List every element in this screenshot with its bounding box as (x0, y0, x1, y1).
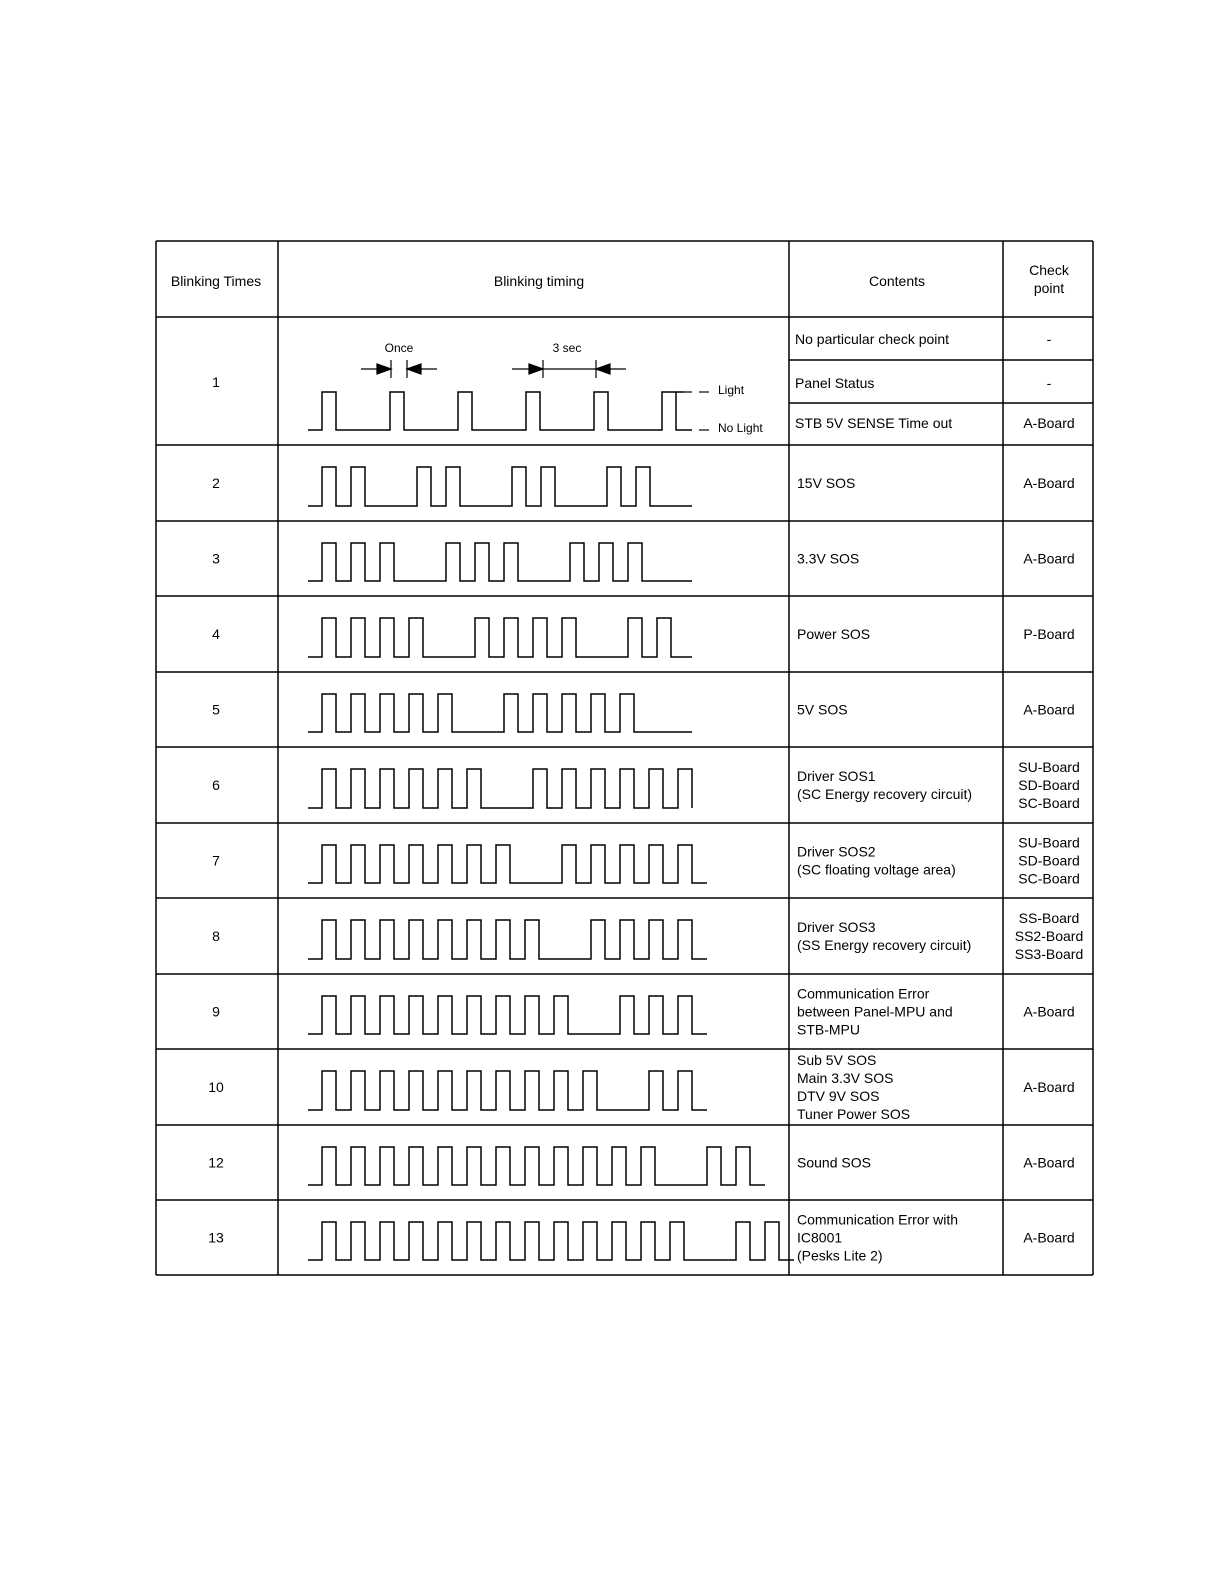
row-3-blink-count: 3 (212, 550, 220, 567)
row-13-content-line: IC8001 (797, 1229, 843, 1246)
legend-level-dashes (684, 392, 709, 430)
row-9-content-line: Communication Error (797, 985, 930, 1002)
row-13-content-line: Communication Error with (797, 1211, 959, 1228)
row-8-waveform (308, 920, 707, 959)
row-12-content-line: Sound SOS (797, 1154, 871, 1171)
row-7-content-line: Driver SOS2 (797, 843, 876, 860)
row-3-content-line: 3.3V SOS (797, 550, 860, 567)
row-3-waveform (308, 543, 692, 581)
row-1-check-1: - (1046, 331, 1052, 347)
row-8-content-line: Driver SOS3 (797, 919, 876, 935)
legend-3sec-arrow (512, 360, 626, 378)
legend-light-label: Light (718, 383, 745, 397)
row-1-check-3: A-Board (1023, 415, 1075, 431)
row-5-blink-count: 5 (212, 701, 220, 718)
row-8-check-point: SS3-Board (1014, 946, 1084, 962)
row-6-content-line: Driver SOS1 (797, 768, 876, 784)
row-13-content-line: (Pesks Lite 2) (797, 1247, 883, 1264)
row-10-blink-count: 10 (208, 1079, 224, 1095)
row-10-waveform (308, 1071, 707, 1110)
row-10-content-line: Main 3.3V SOS (797, 1070, 894, 1086)
row-8-content-line: (SS Energy recovery circuit) (797, 937, 972, 953)
header-check-point-line1: Check (1029, 262, 1069, 278)
row-9-blink-count: 9 (212, 1003, 220, 1020)
table-grid (156, 241, 1093, 1275)
row-13-waveform (308, 1222, 794, 1260)
row-1-blink-count: 1 (212, 374, 220, 390)
row-7-waveform (308, 845, 707, 883)
blink-waveforms (308, 392, 794, 1260)
row-5-waveform (308, 694, 692, 732)
row-6-check-point: SD-Board (1018, 777, 1080, 793)
row-5-content-line: 5V SOS (797, 701, 848, 718)
row-13-check-point: A-Board (1023, 1229, 1075, 1246)
legend-once-label: Once (384, 341, 414, 355)
row-13-blink-count: 13 (208, 1229, 224, 1246)
row-12-waveform (308, 1147, 765, 1185)
row-7-check-point: SD-Board (1018, 852, 1080, 869)
row-2-blink-count: 2 (212, 475, 220, 491)
row-6-blink-count: 6 (212, 777, 220, 793)
row-6-check-point: SC-Board (1018, 795, 1080, 811)
row-7-blink-count: 7 (212, 852, 220, 869)
header-blinking-times: Blinking Times (170, 273, 262, 289)
row-9-check-point: A-Board (1023, 1003, 1075, 1020)
row-8-check-point: SS-Board (1018, 910, 1080, 926)
row-7-check-point: SC-Board (1018, 870, 1080, 887)
row-10-check-point: A-Board (1023, 1079, 1075, 1095)
row-3-check-point: A-Board (1023, 550, 1075, 567)
row-7-content-line: (SC floating voltage area) (797, 861, 956, 878)
header-check-point-line2: point (1033, 280, 1065, 296)
legend-once-arrow (361, 360, 437, 378)
row-2-content-line: 15V SOS (797, 475, 856, 491)
row-7-check-point: SU-Board (1018, 834, 1080, 851)
row-1-content-2: Panel Status (795, 375, 875, 391)
header-blinking-timing: Blinking timing (493, 273, 585, 289)
legend-3sec-label: 3 sec (552, 341, 582, 355)
row-10-content-line: Tuner Power SOS (797, 1106, 911, 1122)
row-10-content-line: Sub 5V SOS (797, 1052, 877, 1068)
row-12-check-point: A-Board (1023, 1154, 1075, 1171)
row-9-waveform (308, 996, 707, 1034)
row-4-blink-count: 4 (212, 626, 220, 642)
header-contents: Contents (868, 273, 926, 289)
row-6-check-point: SU-Board (1018, 759, 1080, 775)
row-12-blink-count: 12 (208, 1154, 224, 1171)
row-2-waveform (308, 467, 692, 506)
row-8-blink-count: 8 (212, 928, 220, 944)
row-9-content-line: between Panel-MPU and (797, 1003, 953, 1020)
row-10-content-line: DTV 9V SOS (797, 1088, 880, 1104)
row-9-content-line: STB-MPU (797, 1021, 860, 1038)
row-6-waveform (308, 769, 692, 808)
row-1-check-2: - (1046, 375, 1052, 391)
row-4-waveform (308, 618, 692, 657)
row-4-check-point: P-Board (1023, 626, 1075, 642)
legend-no-light-label: No Light (718, 421, 763, 435)
row-5-check-point: A-Board (1023, 701, 1075, 718)
row-1-content-3: STB 5V SENSE Time out (795, 415, 953, 431)
row-2-check-point: A-Board (1023, 475, 1075, 491)
row-8-check-point: SS2-Board (1014, 928, 1084, 944)
row-4-content-line: Power SOS (797, 626, 871, 642)
row-1-waveform (308, 392, 692, 430)
row-6-content-line: (SC Energy recovery circuit) (797, 786, 973, 802)
row-1-content-1: No particular check point (795, 331, 950, 347)
